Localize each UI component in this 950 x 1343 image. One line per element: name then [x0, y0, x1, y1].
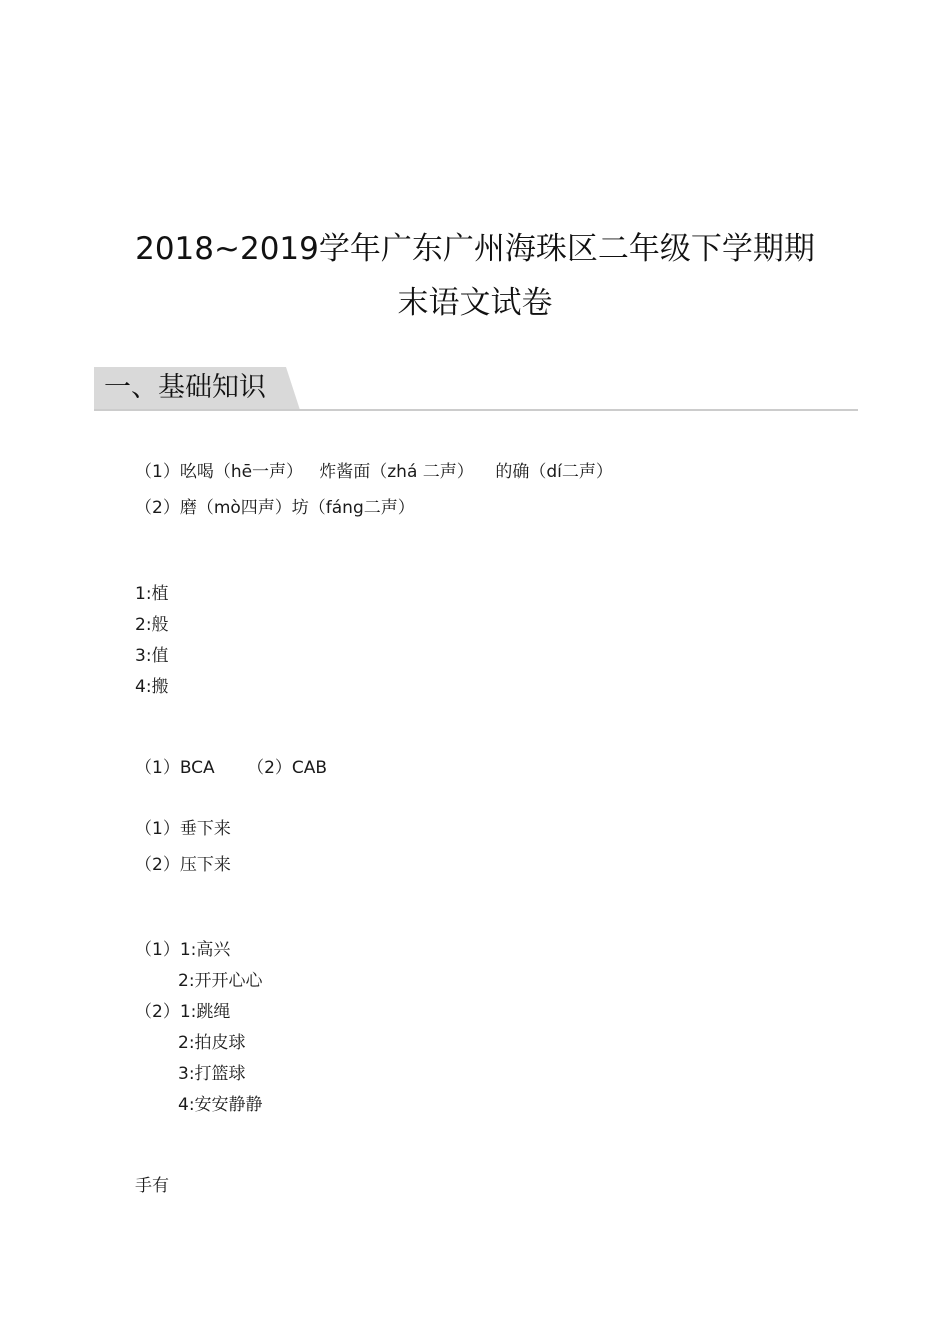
- answer-line: 手有: [135, 1176, 169, 1196]
- answer-line: 4:搬: [135, 677, 169, 697]
- answer-line: （1）BCA （2）CAB: [135, 758, 328, 778]
- answer-line: 2:开开心心: [178, 971, 263, 991]
- answer-line: 2:般: [135, 615, 169, 635]
- answer-line: （1）1:高兴: [135, 940, 231, 960]
- answer-line: （1）吆喝（hē一声） 炸酱面（zhá 二声） 的确（dí二声）: [135, 462, 613, 482]
- answer-line: 3:打篮球: [178, 1064, 246, 1084]
- answer-line: 3:值: [135, 646, 169, 666]
- answer-line: （1）垂下来: [135, 819, 231, 839]
- section-title: 一、基础知识: [104, 372, 266, 403]
- section-divider: [94, 409, 858, 411]
- answer-line: 2:拍皮球: [178, 1033, 246, 1053]
- page-title: [100, 222, 850, 330]
- answer-line: （2）压下来: [135, 855, 231, 875]
- section-header: [94, 367, 858, 412]
- answer-line: （2）磨（mò四声）坊（fáng二声）: [135, 498, 415, 518]
- answer-line: 4:安安静静: [178, 1095, 263, 1115]
- title-line-2: 末语文试卷: [397, 285, 553, 321]
- answer-line: 1:植: [135, 584, 169, 604]
- answer-line: （2）1:跳绳: [135, 1002, 231, 1022]
- title-line-1: 2018~2019学年广东广州海珠区二年级下学期期: [135, 231, 815, 267]
